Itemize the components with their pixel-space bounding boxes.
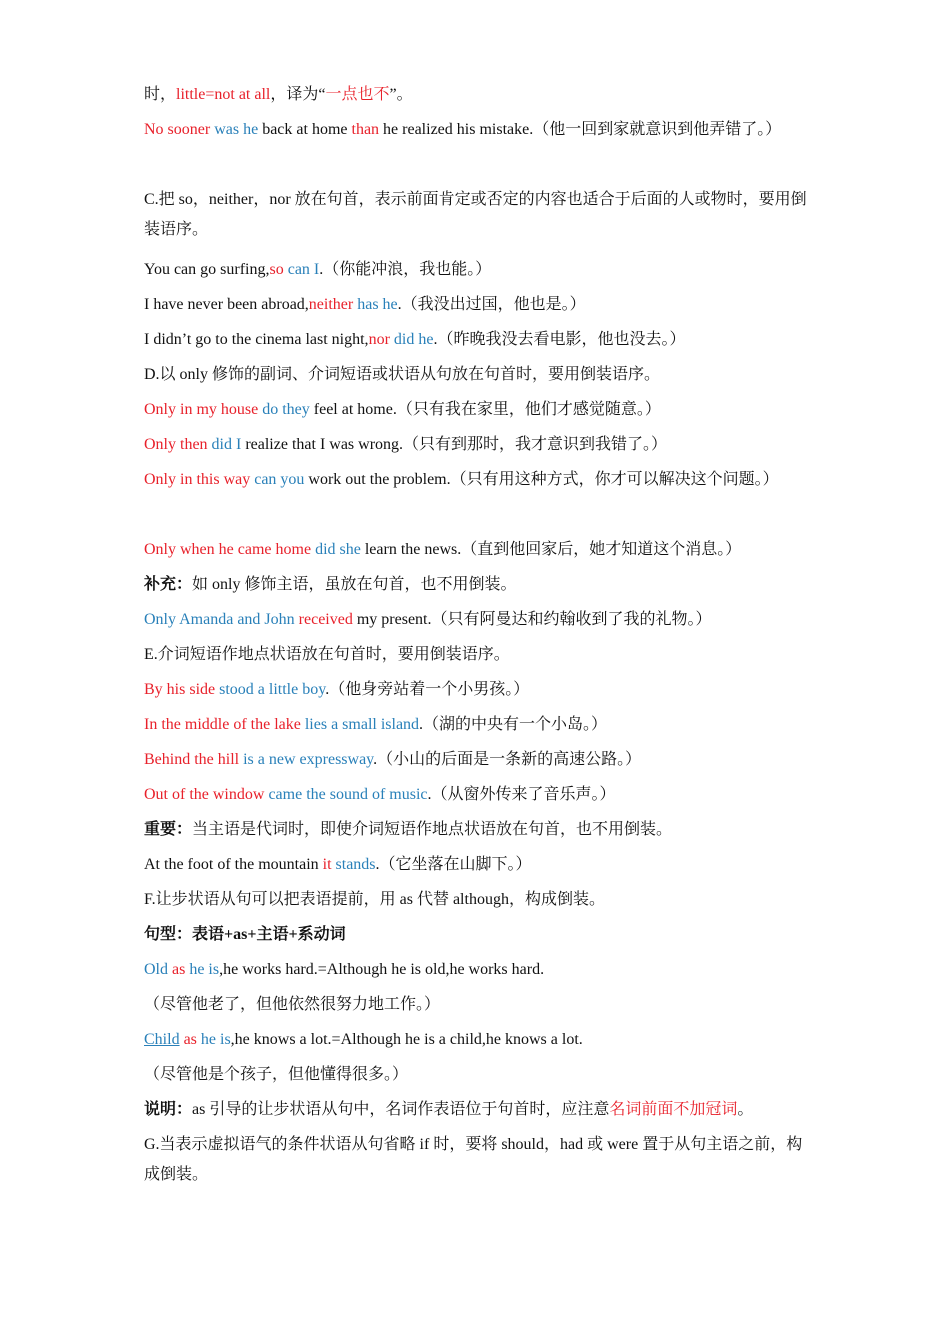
example-sentence: By his side stood a little boy.（他身旁站着一个小男孩。） — [144, 681, 530, 698]
sentence-pattern: 句型：表语+as+主语+系动词 — [144, 926, 346, 943]
example-sentence: Child as he is,he knows a lot.=Although he is a child,he knows a lot. — [144, 1031, 583, 1048]
example-sentence: Old as he is,he works hard.=Although he is old,he works hard. — [144, 961, 545, 978]
example-sentence: At the foot of the mountain it stands.（它坐落在山脚下。） — [144, 856, 532, 873]
example-sentence: Only then did I realize that I was wrong.（只有到那时，我才意识到我错了。） — [144, 436, 668, 453]
important-note: 重要：当主语是代词时，即使介词短语作地点状语放在句首，也不用倒装。 — [144, 821, 673, 838]
example-sentence: Only when he came home did she learn the news.（直到他回家后，她才知道这个消息。） — [144, 541, 742, 558]
rule-heading-f: F.让步状语从句可以把表语提前，用 as 代替 although，构成倒装。 — [144, 891, 605, 908]
translation-line: （尽管他老了，但他依然很努力地工作。） — [144, 996, 441, 1013]
example-sentence: No sooner was he back at home than he realized his mistake.（他一回到家就意识到他弄错了。） — [144, 121, 782, 138]
rule-heading-c: C.把 so，neither，nor 放在句首，表示前面肯定或否定的内容也适合于后面的人或物时，要用倒装语序。 — [144, 191, 807, 238]
example-sentence: Only in my house do they feel at home.（只有我在家里，他们才感觉随意。） — [144, 401, 661, 418]
text-line: 时，little=not at all，译为“一点也不”。 — [144, 86, 413, 103]
example-sentence: I have never been abroad,neither has he.（我没出过国，他也是。） — [144, 296, 586, 313]
example-sentence: Only Amanda and John received my present.（只有阿曼达和约翰收到了我的礼物。） — [144, 611, 712, 628]
example-sentence: Behind the hill is a new expressway.（小山的后面是一条新的高速公路。） — [144, 751, 642, 768]
example-sentence: Only in this way can you work out the problem.（只有用这种方式，你才可以解决这个问题。） — [144, 471, 779, 488]
rule-heading-d: D.以 only 修饰的副词、介词短语或状语从句放在句首时，要用倒装语序。 — [144, 366, 661, 383]
example-sentence: You can go surfing,so can I.（你能冲浪，我也能。） — [144, 261, 492, 278]
document-page — [144, 80, 816, 1200]
example-sentence: In the middle of the lake lies a small island.（湖的中央有一个小岛。） — [144, 716, 608, 733]
rule-heading-g: G.当表示虚拟语气的条件状语从句省略 if 时，要将 should，had 或 were 置于从句主语之前，构成倒装。 — [144, 1136, 803, 1183]
translation-line: （尽管他是个孩子，但他懂得很多。） — [144, 1066, 409, 1083]
example-sentence: Out of the window came the sound of music.（从窗外传来了音乐声。） — [144, 786, 616, 803]
supplement-note: 补充：如 only 修饰主语，虽放在句首，也不用倒装。 — [144, 576, 517, 593]
rule-heading-e: E.介词短语作地点状语放在句首时，要用倒装语序。 — [144, 646, 510, 663]
explanation-note: 说明：as 引导的让步状语从句中，名词作表语位于句首时，应注意名词前面不加冠词。 — [144, 1101, 754, 1118]
example-sentence: I didn’t go to the cinema last night,nor did he.（昨晚我没去看电影，他也没去。） — [144, 331, 686, 348]
